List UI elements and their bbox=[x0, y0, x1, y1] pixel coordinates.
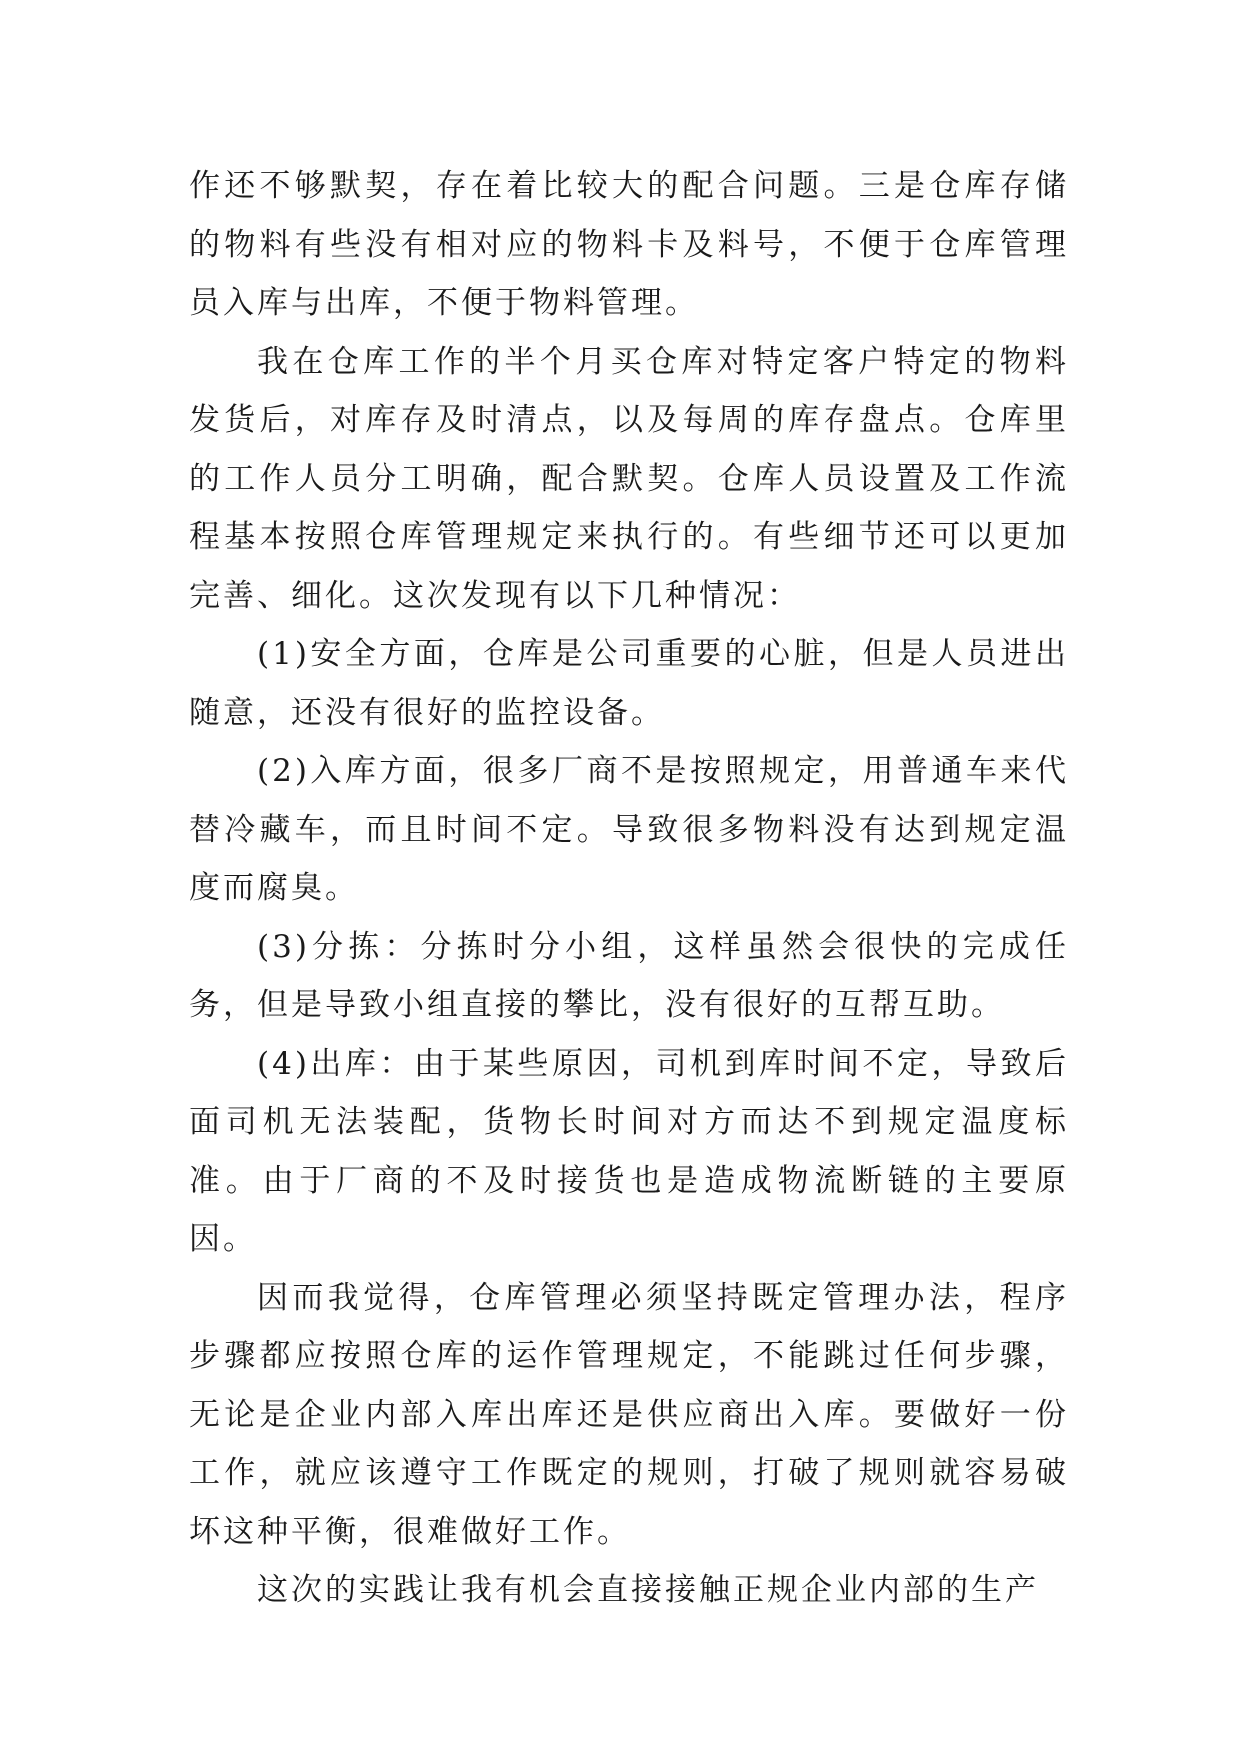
paragraph-outbound: (4)出库：由于某些原因，司机到库时间不定，导致后面司机无法装配，货物长时间对方而达不到规定温度标准。由于厂商的不及时接货也是造成物流断链的主要原因。 bbox=[189, 1045, 1069, 1257]
paragraph-sorting: (3)分拣：分拣时分小组，这样虽然会很快的完成任务，但是导致小组直接的攀比，没有很好的互帮互助。 bbox=[189, 928, 1069, 1023]
paragraph-warehouse-work: 我在仓库工作的半个月买仓库对特定客户特定的物料发货后，对库存及时清点，以及每周的库存盘点。仓库里的工作人员分工明确，配合默契。仓库人员设置及工作流程基本按照仓库管理规定来执行的。有些细节还可以更加完善、细化。这次发现有以下几种情况： bbox=[189, 343, 1069, 614]
paragraph-inbound: (2)入库方面，很多厂商不是按照规定，用普通车来代替冷藏车，而且时间不定。导致很多物料没有达到规定温度而腐臭。 bbox=[189, 753, 1069, 906]
paragraph-safety: (1)安全方面，仓库是公司重要的心脏，但是人员进出随意，还没有很好的监控设备。 bbox=[189, 636, 1069, 731]
paragraph-continued: 作还不够默契，存在着比较大的配合问题。三是仓库存储的物料有些没有相对应的物料卡及料号，不便于仓库管理员入库与出库，不便于物料管理。 bbox=[189, 168, 1069, 321]
paragraph-conclusion: 因而我觉得，仓库管理必须坚持既定管理办法，程序步骤都应按照仓库的运作管理规定，不能跳过任何步骤，无论是企业内部入库出库还是供应商出入库。要做好一份工作，就应该遵守工作既定的规则，打破了规则就容易破坏这种平衡，很难做好工作。 bbox=[189, 1279, 1069, 1550]
paragraph-practice: 这次的实践让我有机会直接接触正规企业内部的生产 bbox=[257, 1572, 1039, 1608]
document-body bbox=[189, 157, 1069, 1620]
